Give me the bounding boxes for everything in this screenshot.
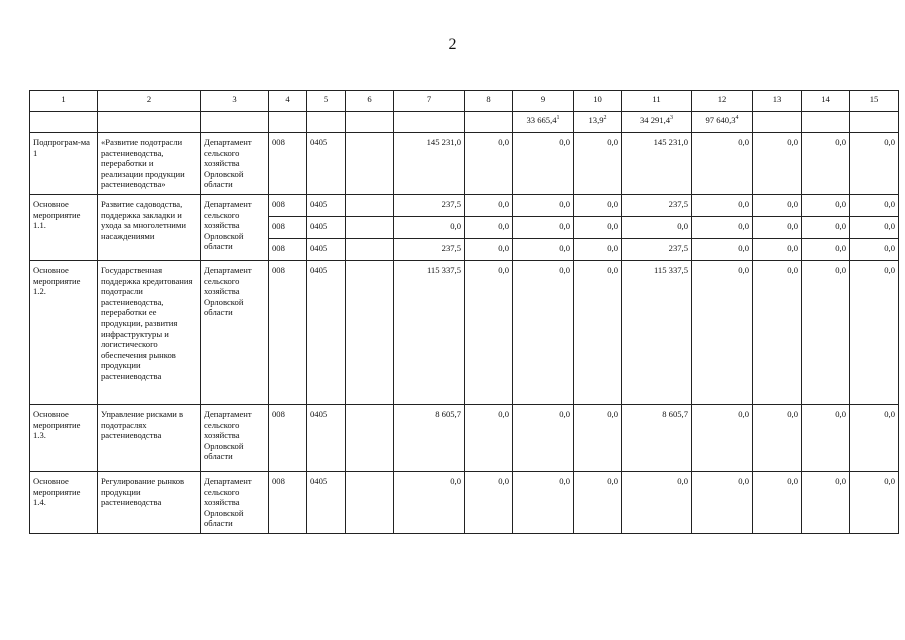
subheader-cell (346, 112, 394, 133)
subheader-cell (269, 112, 307, 133)
section-code-cell: 0405 (307, 239, 346, 261)
value-cell: 237,5 (622, 239, 692, 261)
row-c1-cell: Основное мероприятие 1.1. (30, 195, 98, 261)
column-number: 1 (30, 91, 98, 112)
empty-cell (346, 195, 394, 217)
value-cell: 0,0 (394, 472, 465, 534)
empty-cell (346, 133, 394, 195)
value-cell: 0,0 (513, 261, 574, 405)
value-cell: 8 605,7 (394, 405, 465, 472)
value-cell: 0,0 (394, 217, 465, 239)
value-cell: 145 231,0 (622, 133, 692, 195)
value-cell: 0,0 (465, 195, 513, 217)
value-cell: 0,0 (850, 195, 899, 217)
value-cell: 0,0 (465, 133, 513, 195)
footnote-marker: 1 (556, 115, 560, 122)
table-body (30, 91, 899, 534)
value-cell: 0,0 (802, 239, 850, 261)
value-cell: 0,0 (850, 239, 899, 261)
subheader-cell (753, 112, 802, 133)
value-cell: 0,0 (692, 133, 753, 195)
value-cell: 0,0 (513, 472, 574, 534)
subheader-cell (850, 112, 899, 133)
row-c3-cell: Департамент сельского хозяйства Орловской области (201, 405, 269, 472)
value-cell: 0,0 (574, 405, 622, 472)
value-cell: 237,5 (622, 195, 692, 217)
value-cell: 0,0 (574, 239, 622, 261)
value-cell: 0,0 (753, 405, 802, 472)
value-cell: 0,0 (850, 405, 899, 472)
code-cell: 008 (269, 472, 307, 534)
subheader-cell (692, 112, 753, 133)
row-c2-cell: Развитие садоводства, поддержка закладки и ухода за многолетними насаждениями (98, 195, 201, 261)
row-c1-cell: Основное мероприятие 1.4. (30, 472, 98, 534)
value-cell: 0,0 (802, 261, 850, 405)
column-number: 7 (394, 91, 465, 112)
value-cell: 0,0 (513, 195, 574, 217)
row-c1-cell: Основное мероприятие 1.3. (30, 405, 98, 472)
value-cell: 145 231,0 (394, 133, 465, 195)
code-cell: 008 (269, 195, 307, 217)
empty-cell (346, 217, 394, 239)
empty-cell (346, 239, 394, 261)
subheader-cell (30, 112, 98, 133)
column-number: 2 (98, 91, 201, 112)
section-code-cell: 0405 (307, 217, 346, 239)
value-cell: 0,0 (513, 133, 574, 195)
value-cell: 0,0 (753, 195, 802, 217)
column-number: 15 (850, 91, 899, 112)
subheader-value: 97 640,3 (705, 115, 736, 125)
empty-cell (346, 261, 394, 405)
column-number: 8 (465, 91, 513, 112)
column-number: 5 (307, 91, 346, 112)
code-cell: 008 (269, 239, 307, 261)
table-row (30, 405, 899, 472)
budget-table (29, 90, 899, 534)
section-code-cell: 0405 (307, 405, 346, 472)
section-code-cell: 0405 (307, 133, 346, 195)
value-cell: 237,5 (394, 239, 465, 261)
value-cell: 0,0 (465, 261, 513, 405)
column-number: 14 (802, 91, 850, 112)
value-cell: 0,0 (692, 217, 753, 239)
footnote-marker: 3 (670, 115, 674, 122)
table-row (30, 195, 899, 217)
subheader-cell (394, 112, 465, 133)
subheader-row (30, 112, 899, 133)
row-c3-cell: Департамент сельского хозяйства Орловской области (201, 195, 269, 261)
subheader-cell (802, 112, 850, 133)
column-number: 10 (574, 91, 622, 112)
value-cell: 115 337,5 (622, 261, 692, 405)
row-c3-cell: Департамент сельского хозяйства Орловской области (201, 133, 269, 195)
subheader-cell (98, 112, 201, 133)
value-cell: 0,0 (513, 217, 574, 239)
value-cell: 0,0 (692, 195, 753, 217)
value-cell: 237,5 (394, 195, 465, 217)
table-row (30, 133, 899, 195)
value-cell: 0,0 (465, 217, 513, 239)
value-cell: 0,0 (802, 217, 850, 239)
value-cell: 0,0 (622, 217, 692, 239)
column-number: 6 (346, 91, 394, 112)
row-c2-cell: Регулирование рынков продукции растениеводства (98, 472, 201, 534)
value-cell: 0,0 (802, 195, 850, 217)
row-c2-cell: Управление рисками в подотраслях растениеводства (98, 405, 201, 472)
value-cell: 0,0 (753, 261, 802, 405)
subheader-cell (574, 112, 622, 133)
code-cell: 008 (269, 261, 307, 405)
value-cell: 0,0 (465, 239, 513, 261)
subheader-cell (307, 112, 346, 133)
value-cell: 0,0 (574, 195, 622, 217)
value-cell: 0,0 (574, 261, 622, 405)
section-code-cell: 0405 (307, 195, 346, 217)
value-cell: 0,0 (802, 133, 850, 195)
value-cell: 0,0 (465, 472, 513, 534)
subheader-cell (465, 112, 513, 133)
header-row (30, 91, 899, 112)
subheader-value: 33 665,4 (526, 115, 557, 125)
row-c1-cell: Подпрограм-ма 1 (30, 133, 98, 195)
section-code-cell: 0405 (307, 472, 346, 534)
subheader-value: 34 291,4 (639, 115, 671, 125)
column-number: 11 (622, 91, 692, 112)
table-row (30, 472, 899, 534)
value-cell: 0,0 (513, 405, 574, 472)
code-cell: 008 (269, 133, 307, 195)
value-cell: 0,0 (753, 472, 802, 534)
value-cell: 0,0 (574, 217, 622, 239)
footnote-marker: 4 (735, 115, 739, 122)
code-cell: 008 (269, 217, 307, 239)
code-cell: 008 (269, 405, 307, 472)
column-number: 3 (201, 91, 269, 112)
row-c3-cell: Департамент сельского хозяйства Орловской области (201, 472, 269, 534)
value-cell: 8 605,7 (622, 405, 692, 472)
subheader-cell (513, 112, 574, 133)
row-c1-cell: Основное мероприятие 1.2. (30, 261, 98, 405)
row-c2-cell: «Развитие подотрасли растениеводства, переработки и реализации продукции растениеводства» (98, 133, 201, 195)
value-cell: 0,0 (850, 261, 899, 405)
subheader-cell (201, 112, 269, 133)
value-cell: 0,0 (850, 133, 899, 195)
section-code-cell: 0405 (307, 261, 346, 405)
row-c2-cell: Государственная поддержка кредитования подотрасли растениеводства, переработки ее продукции, развития инфраструктуры и логистического обеспечения рынков продукции растениеводства (98, 261, 201, 405)
table-row (30, 261, 899, 405)
value-cell: 0,0 (465, 405, 513, 472)
value-cell: 0,0 (753, 217, 802, 239)
column-number: 13 (753, 91, 802, 112)
value-cell: 115 337,5 (394, 261, 465, 405)
value-cell: 0,0 (692, 472, 753, 534)
column-number: 9 (513, 91, 574, 112)
row-c3-cell: Департамент сельского хозяйства Орловской области (201, 261, 269, 405)
footnote-marker: 2 (603, 115, 607, 122)
value-cell: 0,0 (692, 261, 753, 405)
value-cell: 0,0 (692, 239, 753, 261)
value-cell: 0,0 (753, 133, 802, 195)
value-cell: 0,0 (802, 405, 850, 472)
page-number: 2 (448, 36, 457, 53)
empty-cell (346, 472, 394, 534)
value-cell: 0,0 (622, 472, 692, 534)
column-number: 4 (269, 91, 307, 112)
empty-cell (346, 405, 394, 472)
value-cell: 0,0 (753, 239, 802, 261)
value-cell: 0,0 (574, 133, 622, 195)
subheader-cell (622, 112, 692, 133)
column-number: 12 (692, 91, 753, 112)
subheader-value: 13,9 (588, 115, 604, 125)
value-cell: 0,0 (802, 472, 850, 534)
value-cell: 0,0 (850, 217, 899, 239)
value-cell: 0,0 (574, 472, 622, 534)
value-cell: 0,0 (692, 405, 753, 472)
value-cell: 0,0 (850, 472, 899, 534)
value-cell: 0,0 (513, 239, 574, 261)
